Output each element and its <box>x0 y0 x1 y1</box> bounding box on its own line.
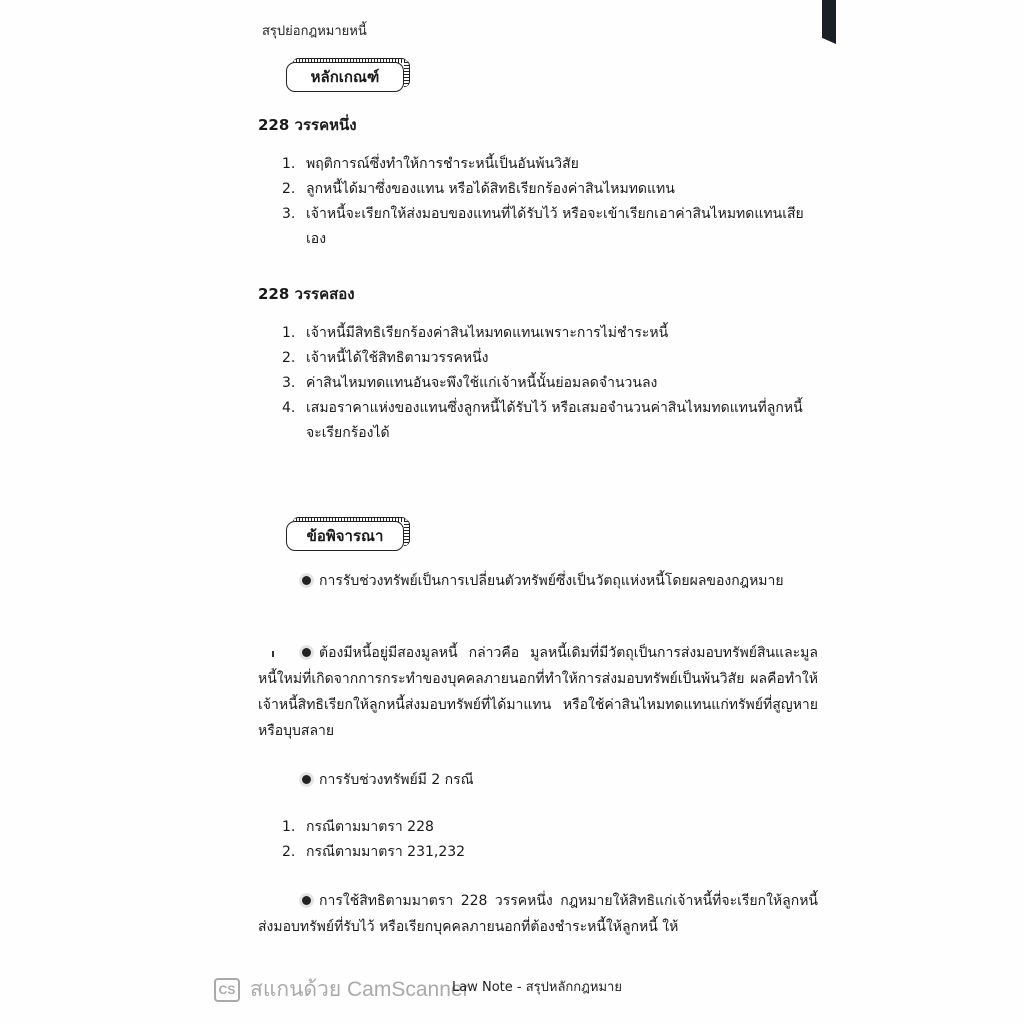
considerations-label-box <box>286 521 404 551</box>
cases-list <box>282 815 465 865</box>
section-heading-para-one: 228 วรรคหนึ่ง <box>258 116 357 134</box>
consideration-paragraph: การใช้สิทธิตามมาตรา 228 วรรคหนึ่ง กฎหมายให้สิทธิแก่เจ้าหนี้ที่จะเรียกให้ลูกหนี้ส่งมอบทรัพย์ที่รับไว้ หรือเรียกบุคคลภายนอกที่ต้องชำระหนี้ให้ลูกหนี้ ให้ <box>258 893 818 935</box>
list-item: 4. เสมอราคาแห่งของแทนซึ่งลูกหนี้ได้รับไว้ หรือเสมอจำนวนค่าสินไหมทดแทนที่ลูกหนี้จะเรียกร้องได้ <box>282 400 803 441</box>
list-item: 2. ลูกหนี้ได้มาซึ่งของแทน หรือได้สิทธิเรียกร้องค่าสินไหมทดแทน <box>282 181 675 197</box>
para-one-list <box>282 152 816 252</box>
page-footer: Law Note - สรุปหลักกฎหมาย <box>452 980 622 995</box>
list-item: 1. พฤติการณ์ซึ่งทำให้การชำระหนี้เป็นอันพ้นวิสัย <box>282 156 579 172</box>
consideration-paragraph: การรับช่วงทรัพย์เป็นการเปลี่ยนตัวทรัพย์ซึ่งเป็นวัตถุแห่งหนี้โดยผลของกฎหมาย <box>258 568 818 594</box>
camscanner-watermark <box>214 973 470 1006</box>
section-heading-para-two: 228 วรรคสอง <box>258 285 355 303</box>
principles-label: หลักเกณฑ์ <box>310 68 380 86</box>
running-head: สรุปย่อกฎหมายหนี้ <box>262 24 367 39</box>
bullet-icon <box>302 648 311 657</box>
page-edge-tab <box>822 0 836 44</box>
list-item: 1. กรณีตามมาตรา 228 <box>282 819 434 835</box>
list-item: 3. เจ้าหนี้จะเรียกให้ส่งมอบของแทนที่ได้รับไว้ หรือจะเข้าเรียกเอาค่าสินไหมทดแทนเสียเอง <box>282 206 804 247</box>
watermark-text: สแกนด้วย CamScanner <box>250 978 470 1001</box>
list-item: 2. กรณีตามมาตรา 231,232 <box>282 844 466 860</box>
bullet-icon <box>302 576 311 585</box>
list-item: 2. เจ้าหนี้ได้ใช้สิทธิตามวรรคหนึ่ง <box>282 350 489 366</box>
principles-label-box <box>286 62 404 92</box>
bullet-icon <box>302 775 311 784</box>
bullet-icon <box>302 896 311 905</box>
list-item: 1. เจ้าหนี้มีสิทธิเรียกร้องค่าสินไหมทดแทนเพราะการไม่ชำระหนี้ <box>282 325 669 341</box>
para-two-list <box>282 321 816 446</box>
list-item: 3. ค่าสินไหมทดแทนอันจะพึงใช้แก่เจ้าหนี้นั้นย่อมลดจำนวนลง <box>282 375 658 391</box>
consideration-paragraph: ต้องมีหนี้อยู่มีสองมูลหนี้ กล่าวคือ มูลหนี้เดิมที่มีวัตถุเป็นการส่งมอบทรัพย์สินและมูลหนี้ใหม่ที่เกิดจากการกระทำของบุคคลภายนอกที่ทำให้การส่งมอบทรัพย์เป็นพ้นวิสัย ผลคือทำให้เจ้าหนี้สิทธิเรียกให้ลูกหนี้ส่งมอบทรัพย์ที่ได้มาแทน หรือใช้ค่าสินไหมทดแทนแก่ทรัพย์ที่สูญหายหรือบุบสลาย <box>258 645 818 739</box>
considerations-label: ข้อพิจารณา <box>306 527 384 545</box>
consideration-paragraph: การรับช่วงทรัพย์มี 2 กรณี <box>258 767 818 793</box>
camscanner-logo-icon: CS <box>214 978 240 1002</box>
